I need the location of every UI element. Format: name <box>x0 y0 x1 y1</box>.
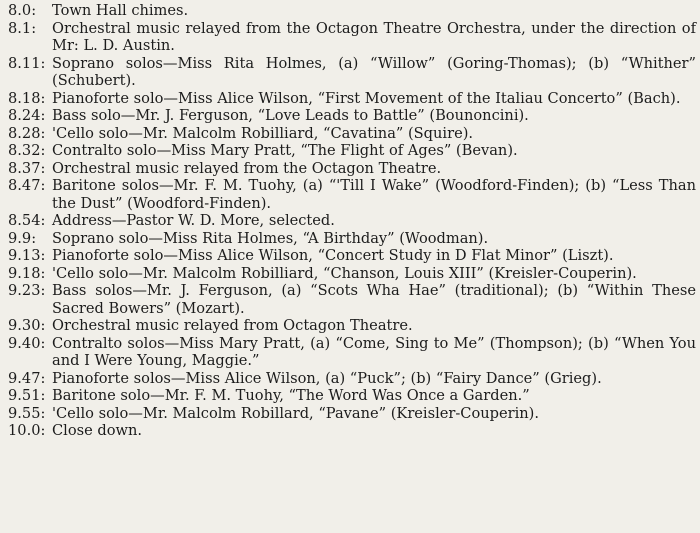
entry-text: Soprano solos—Miss Rita Holmes, (a) “Willow” (Goring-Thomas); (b) “Whither” (Schubert). <box>52 54 696 89</box>
entry-text: Orchestral music relayed from the Octagon Theatre Orchestra, under the direction of Mr: L. D. Austin. <box>52 19 696 54</box>
entry-time: 9.9: <box>8 229 37 247</box>
programme-entry <box>8 247 696 265</box>
entry-text: Orchestral music relayed from Octagon Theatre. <box>52 317 413 334</box>
entry-time: 9.55: <box>8 404 46 422</box>
entry-text: 'Cello solo—Mr. Malcolm Robillard, “Pavane” (Kreisler-Couperin). <box>52 404 540 422</box>
programme-entry <box>8 282 696 317</box>
entry-time: 9.30: <box>8 317 46 334</box>
programme-entry <box>8 405 696 423</box>
programme-entry <box>8 142 696 160</box>
entry-text: Pianoforte solo—Miss Alice Wilson, “First Movement of the Italiau Concerto” (Bach). <box>52 89 681 107</box>
programme-entry <box>8 265 696 283</box>
entry-time: 8.28: <box>8 124 46 142</box>
programme-entry <box>8 125 696 143</box>
entry-time: 10.0: <box>8 422 46 439</box>
programme-entry <box>8 90 696 108</box>
programme-entry <box>8 230 696 248</box>
entry-text: Orchestral music relayed from the Octagon Theatre. <box>52 159 442 177</box>
entry-text: Town Hall chimes. <box>52 2 189 19</box>
entry-time: 9.40: <box>8 334 46 352</box>
entry-text: 'Cello solo—Mr. Malcolm Robilliard, “Cavatina” (Squire). <box>52 124 474 142</box>
programme-entry <box>8 317 696 335</box>
entry-time: 8.32: <box>8 142 46 159</box>
programme-entry <box>8 177 696 212</box>
entry-time: 8.24: <box>8 107 46 124</box>
entry-time: 9.51: <box>8 387 46 404</box>
programme-entry <box>8 2 696 20</box>
entry-time: 8.1: <box>8 19 37 37</box>
programme-entry <box>8 212 696 230</box>
entry-time: 9.47: <box>8 369 46 387</box>
entry-time: 8.11: <box>8 54 46 72</box>
entry-text: Pianoforte solos—Miss Alice Wilson, (a) “Puck”; (b) “Fairy Dance” (Grieg). <box>52 369 602 387</box>
programme-entry <box>8 55 696 90</box>
entry-time: 8.37: <box>8 159 46 177</box>
entry-time: 9.23: <box>8 282 46 299</box>
programme-entry <box>8 370 696 388</box>
programme-entry <box>8 20 696 55</box>
entry-text: Pianoforte solo—Miss Alice Wilson, “Concert Study in D Flat Minor” (Liszt). <box>52 247 614 264</box>
entry-time: 8.0: <box>8 2 37 19</box>
programme-entry <box>8 335 696 370</box>
programme-entry <box>8 107 696 125</box>
entry-time: 8.18: <box>8 89 46 107</box>
entry-text: Address—Pastor W. D. More, selected. <box>52 212 335 229</box>
entry-time: 9.13: <box>8 247 46 264</box>
entry-time: 8.54: <box>8 212 46 229</box>
entry-text: Contralto solos—Miss Mary Pratt, (a) “Come, Sing to Me” (Thompson); (b) “When You and I Were Young, Maggie.” <box>52 334 696 369</box>
entry-time: 8.47: <box>8 177 46 194</box>
entry-text: Contralto solo—Miss Mary Pratt, “The Flight of Ages” (Bevan). <box>52 142 518 159</box>
entry-text: 'Cello solo—Mr. Malcolm Robilliard, “Chanson, Louis XIII” (Kreisler-Couperin). <box>52 264 637 282</box>
programme-entry <box>8 422 696 440</box>
entry-text: Baritone solos—Mr. F. M. Tuohy, (a) “'Till I Wake” (Woodford-Finden); (b) “Less Than the Dust” (Woodford-Finden). <box>52 177 696 212</box>
entry-text: Baritone solo—Mr. F. M. Tuohy, “The Word Was Once a Garden.” <box>52 387 530 404</box>
entry-text: Bass solo—Mr. J. Ferguson, “Love Leads to Battle” (Bounoncini). <box>52 107 529 124</box>
programme-entry <box>8 387 696 405</box>
entry-text: Soprano solo—Miss Rita Holmes, “A Birthday” (Woodman). <box>52 229 489 247</box>
programme-entry <box>8 160 696 178</box>
entry-text: Bass solos—Mr. J. Ferguson, (a) “Scots Wha Hae” (traditional); (b) “Within These Sacred Bowers” (Mozart). <box>52 282 696 317</box>
entry-time: 9.18: <box>8 264 46 282</box>
entry-text: Close down. <box>52 422 143 439</box>
